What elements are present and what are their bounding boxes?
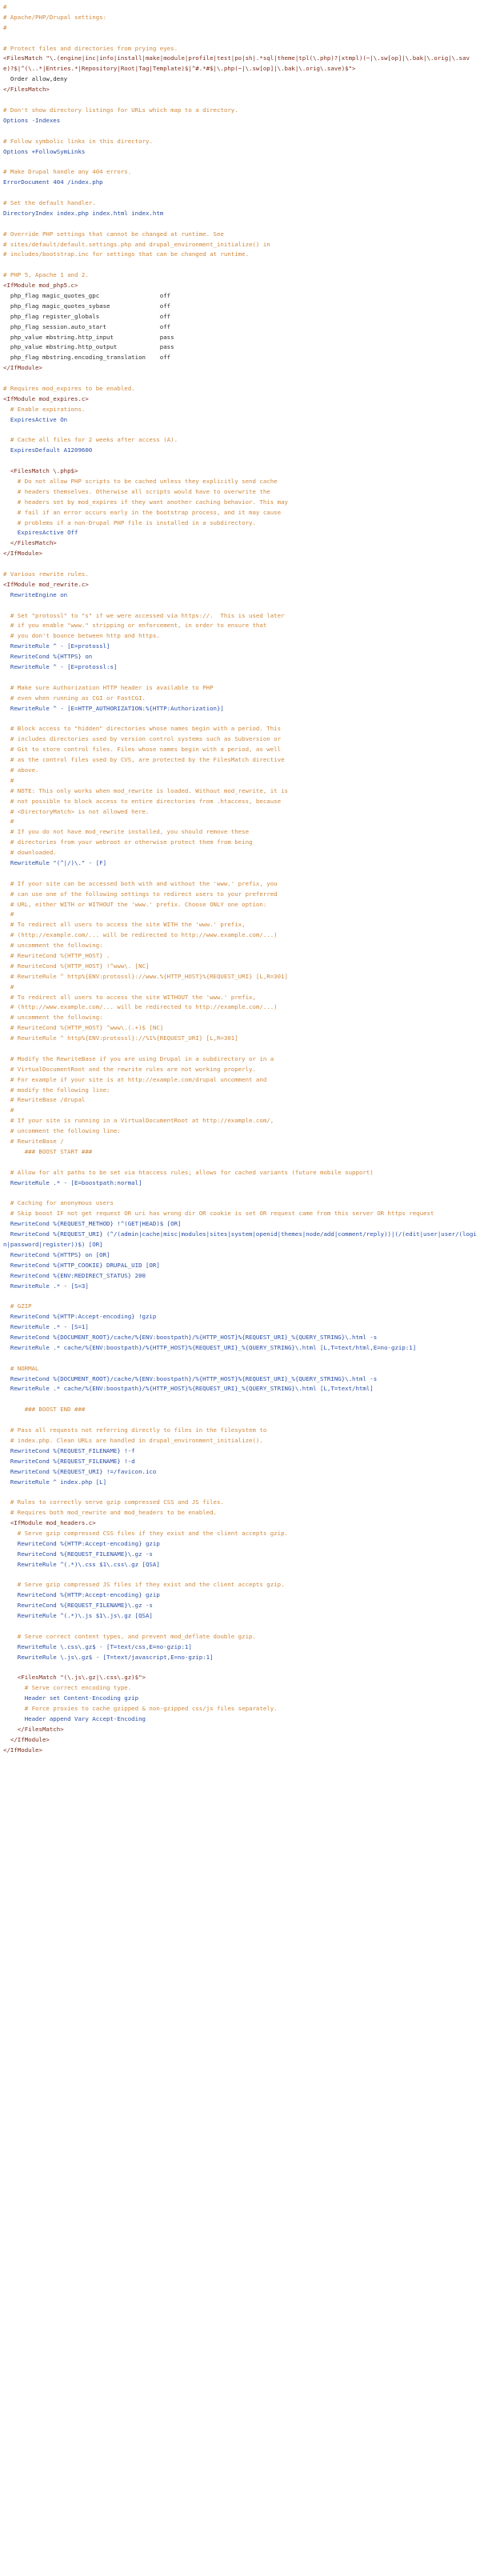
comment-line: # NOTE: This only works when mod_rewrite is loaded. Without mod_rewrite, it is: [3, 786, 288, 794]
comment-line: # Serve gzip compressed JS files if they exist and the client accepts gzip.: [3, 1581, 285, 1589]
comment-line: # Block access to "hidden" directories whose names begin with a period. This: [3, 725, 282, 733]
tag-line: </IfModule>: [3, 550, 42, 558]
directive-line: RewriteCond %{REQUEST_FILENAME} !-f: [3, 1446, 135, 1454]
tag-line: </IfModule>: [3, 1735, 50, 1743]
directive-line: RewriteRule .* - [E=boostpath:normal]: [3, 1178, 142, 1186]
tag-line: <IfModule mod_rewrite.c>: [3, 580, 89, 588]
comment-line: # above.: [3, 766, 39, 774]
comment-line: # Don't show directory listings for URLs which map to a directory.: [3, 106, 238, 114]
directive-line: ExpiresActive Off: [3, 529, 78, 537]
blank-line: [3, 1415, 477, 1426]
comment-line: # Enable expirations.: [3, 405, 86, 413]
directive-line: RewriteCond %{HTTPS} on: [3, 653, 93, 661]
blank-line: [3, 1188, 477, 1198]
comment-line: #: [3, 23, 7, 31]
comment-line: # index.php. Clean URLs are handled in drupal_environment_initialize().: [3, 1436, 263, 1444]
comment-line: ### BOOST START ###: [3, 1147, 93, 1155]
comment-line: # To redirect all users to access the site WITH the 'www.' prefix,: [3, 921, 246, 929]
directive-line: ExpiresDefault A1209600: [3, 446, 93, 454]
directive-line: RewriteEngine on: [3, 590, 68, 598]
comment-line: # Caching for anonymous users: [3, 1199, 114, 1207]
directive-line: RewriteCond %{ENV:REDIRECT_STATUS} 200: [3, 1271, 146, 1279]
blank-line: [3, 1394, 477, 1405]
tag-line: <IfModule mod_expires.c>: [3, 394, 89, 402]
comment-line: # (http://www.example.com/... will be redirected to http://example.com/...): [3, 1003, 278, 1011]
comment-line: # Do not allow PHP scripts to be cached unless they explicitly send cache: [3, 478, 278, 485]
comment-line: # NORMAL: [3, 1364, 39, 1372]
comment-line: # Pass all requests not referring directly to files in the filesystem to: [3, 1426, 267, 1434]
comment-line: # you don't bounce between http and https.: [3, 632, 160, 640]
directive-line: Options +FollowSymLinks: [3, 147, 86, 155]
blank-line: [3, 1291, 477, 1302]
directive-line: ErrorDocument 404 /index.php: [3, 178, 103, 186]
comment-line: # URL, either WITH or WITHOUT the 'www.' prefix. Choose ONLY one option:: [3, 900, 267, 908]
directive-line: RewriteCond %{REQUEST_METHOD} !^(GET|HEAD)$ [OR]: [3, 1220, 182, 1228]
comment-line: # GZIP: [3, 1302, 32, 1310]
comment-line: # downloaded.: [3, 849, 57, 857]
blank-line: [3, 673, 477, 683]
directive-line: RewriteCond %{HTTP:Accept-encoding} gzip: [3, 1591, 160, 1599]
comment-line: # Apache/PHP/Drupal settings:: [3, 13, 107, 21]
blank-line: [3, 1487, 477, 1498]
blank-line: [3, 1354, 477, 1364]
comment-line: # If you do not have mod_rewrite installed, you should remove these: [3, 828, 250, 836]
directive-line: RewriteCond %{HTTP:Accept-encoding} gzip: [3, 1539, 160, 1547]
directive-line: Header append Vary Accept-Encoding: [3, 1715, 146, 1722]
comment-line: # uncomment the following line:: [3, 1127, 121, 1135]
setting-line: php_flag magic_quotes_sybase off: [3, 302, 171, 310]
directive-line: RewriteRule ^(.*)\.js $1\.js\.gz [QSA]: [3, 1612, 153, 1620]
blank-line: [3, 426, 477, 436]
directive-line: RewriteCond %{DOCUMENT_ROOT}/cache/%{ENV:boostpath}/%{HTTP_HOST}%{REQUEST_URI}_%{QUERY_STRING}\.html -s: [3, 1374, 378, 1382]
setting-line: php_value mbstring.http_input pass: [3, 333, 174, 341]
setting-line: php_flag session.auto_start off: [3, 322, 171, 330]
comment-line: # RewriteRule ^ http%{ENV:protossl}://www.%{HTTP_HOST}%{REQUEST_URI} [L,R=301]: [3, 972, 288, 980]
blank-line: [3, 601, 477, 611]
comment-line: # RewriteCond %{HTTP_HOST} ^www\.(.+)$ [NC]: [3, 1024, 164, 1032]
comment-line: # Set the default handler.: [3, 198, 96, 206]
setting-line: php_flag magic_quotes_gpc off: [3, 291, 171, 299]
comment-line: #: [3, 982, 14, 990]
comment-line: # Skip boost IF not get request OR uri has wrong dir OR cookie is set OR request came from this server OR https request: [3, 1210, 434, 1218]
comment-line: #: [3, 776, 14, 784]
comment-line: # Follow symbolic links in this directory.: [3, 137, 153, 145]
comment-line: # For example if your site is at http://example.com/drupal uncomment and: [3, 1075, 267, 1083]
directive-line: RewriteRule .* cache/%{ENV:boostpath}/%{HTTP_HOST}%{REQUEST_URI}_%{QUERY_STRING}\.html [L,T=text/html,E=no-gzip:1]: [3, 1343, 417, 1351]
comment-line: #: [3, 1106, 14, 1114]
comment-line: # If your site can be accessed both with and without the 'www.' prefix, you: [3, 879, 278, 887]
comment-line: # Git to store control files. Files whose names begin with a period, as well: [3, 746, 282, 754]
blank-line: [3, 1570, 477, 1581]
blank-line: [3, 374, 477, 384]
comment-line: # Various rewrite rules.: [3, 570, 89, 578]
comment-line: # Make Drupal handle any 404 errors.: [3, 168, 132, 176]
directive-line: RewriteCond %{HTTP:Accept-encoding} !gzip: [3, 1313, 157, 1321]
comment-line: # (http://example.com/... will be redirected to http://www.example.com/...): [3, 931, 278, 939]
comment-line: # not possible to block access to entire directories from .htaccess, because: [3, 797, 282, 805]
directive-line: RewriteRule .* - [S=3]: [3, 1282, 89, 1290]
comment-line: # modify the following line:: [3, 1086, 110, 1094]
directive-line: RewriteCond %{REQUEST_FILENAME} !-d: [3, 1457, 135, 1465]
directive-line: RewriteRule ^ - [E=protossl:s]: [3, 663, 118, 671]
directive-line: RewriteRule .* cache/%{ENV:boostpath}/%{HTTP_HOST}%{REQUEST_URI}_%{QUERY_STRING}\.html [L,T=text/html]: [3, 1385, 374, 1393]
comment-line: # Allow for alt paths to be set via htaccess rules; allows for cached variants (future mobile support): [3, 1168, 374, 1176]
comment-line: # PHP 5, Apache 1 and 2.: [3, 271, 89, 279]
comment-line: # uncomment the following:: [3, 1014, 103, 1022]
blank-line: [3, 34, 477, 44]
directive-line: RewriteCond %{HTTP_COOKIE} DRUPAL_UID [OR]: [3, 1261, 160, 1269]
directive-line: RewriteCond %{REQUEST_URI} !=/favicon.ico: [3, 1467, 157, 1475]
comment-line: # if you enable "www." stripping or enforcement, in order to ensure that: [3, 622, 267, 630]
blank-line: [3, 559, 477, 570]
tag-line: </IfModule>: [3, 364, 42, 372]
blank-line: [3, 456, 477, 466]
comment-line: # RewriteCond %{HTTP_HOST} !^www\. [NC]: [3, 962, 150, 970]
blank-line: [3, 95, 477, 106]
blank-line: [3, 188, 477, 198]
comment-line: # RewriteCond %{HTTP_HOST} .: [3, 951, 110, 959]
directive-line: RewriteCond %{REQUEST_FILENAME}\.gz -s: [3, 1602, 153, 1610]
blank-line: [3, 1044, 477, 1054]
comment-line: # Force proxies to cache gzipped & non-gzipped css/js files separately.: [3, 1705, 278, 1713]
comment-line: ### BOOST END ###: [3, 1406, 86, 1414]
tag-line: <IfModule mod_php5.c>: [3, 282, 78, 290]
comment-line: # fail if an error occurs early in the bootstrap process, and it may cause: [3, 508, 282, 516]
comment-line: # problems if a non-Drupal PHP file is installed in a subdirectory.: [3, 518, 256, 526]
comment-line: # Serve correct encoding type.: [3, 1684, 132, 1692]
blank-line: [3, 219, 477, 230]
comment-line: # can use one of the following settings to redirect users to your preferred: [3, 890, 278, 898]
comment-line: # Set "protossl" to "s" if we were accessed via https://. This is used later: [3, 611, 285, 619]
blank-line: [3, 1622, 477, 1632]
blank-line: [3, 1158, 477, 1168]
setting-line: php_flag mbstring.encoding_translation off: [3, 354, 171, 362]
comment-line: # uncomment the following:: [3, 942, 103, 950]
comment-line: #: [3, 3, 7, 10]
directive-line: Options -Indexes: [3, 116, 61, 124]
directive-line: DirectoryIndex index.php index.html index.htm: [3, 209, 164, 217]
tag-line: <FilesMatch "\.(engine|inc|info|install|make|module|profile|test|po|sh|.*sql|theme|tpl(\.php)?|xtmpl)(~|\.sw[op]|\.bak|\.orig|\.save)?$|^(\..*|Entries.*|Repository|Root|Tag|Template)$|^#.*#$|\.php(~|\.sw[op]|\.bak|\.orig\.save)$">: [3, 54, 470, 73]
setting-line: php_flag register_globals off: [3, 312, 171, 320]
comment-line: # Override PHP settings that cannot be changed at runtime. See: [3, 230, 224, 238]
comment-line: # headers set by mod_expires if they want another caching behavior. This may: [3, 498, 288, 506]
directive-line: Header set Content-Encoding gzip: [3, 1694, 139, 1702]
comment-line: # RewriteRule ^ http%{ENV:protossl}://%1%{REQUEST_URI} [L,R=301]: [3, 1034, 238, 1042]
comment-line: # RewriteBase /: [3, 1138, 64, 1145]
tag-line: </IfModule>: [3, 1746, 42, 1754]
directive-line: RewriteRule \.js\.gz$ - [T=text/javascript,E=no-gzip:1]: [3, 1653, 214, 1661]
comment-line: # directories from your webroot or otherwise protect them from being: [3, 838, 253, 846]
comment-line: # includes/bootstrap.inc for settings that can be changed at runtime.: [3, 250, 250, 258]
comment-line: # <DirectoryMatch> is not allowed here.: [3, 807, 150, 815]
directive-line: RewriteCond %{HTTPS} on [OR]: [3, 1250, 110, 1258]
directive-line: RewriteRule .* - [S=1]: [3, 1323, 89, 1331]
comment-line: #: [3, 818, 14, 826]
tag-line: </FilesMatch>: [3, 539, 57, 547]
directive-line: RewriteRule ^ - [E=HTTP_AUTHORIZATION:%{HTTP:Authorization}]: [3, 704, 224, 712]
directive-line: RewriteRule ^(.*)\.css $1\.css\.gz [QSA]: [3, 1560, 160, 1568]
blank-line: [3, 714, 477, 724]
blank-line: [3, 126, 477, 137]
comment-line: #: [3, 910, 14, 918]
comment-line: # Serve gzip compressed CSS files if they exist and the client accepts gzip.: [3, 1529, 288, 1537]
comment-line: # RewriteBase /drupal: [3, 1096, 86, 1104]
tag-line: <FilesMatch "(\.js\.gz|\.css\.gz)$">: [3, 1674, 146, 1682]
setting-line: Order allow,deny: [3, 75, 68, 83]
comment-line: # Serve correct content types, and prevent mod_deflate double gzip.: [3, 1632, 256, 1640]
blank-line: [3, 157, 477, 167]
directive-line: RewriteRule \.css\.gz$ - [T=text/css,E=no-gzip:1]: [3, 1642, 192, 1650]
comment-line: # If your site is running in a VirtualDocumentRoot at http://example.com/,: [3, 1117, 274, 1125]
setting-line: php_value mbstring.http_output pass: [3, 343, 174, 351]
comment-line: # Requires both mod_rewrite and mod_headers to be enabled.: [3, 1509, 217, 1517]
comment-line: # headers themselves. Otherwise all scripts would have to overwrite the: [3, 487, 270, 495]
comment-line: # Protect files and directories from prying eyes.: [3, 44, 178, 52]
directive-line: RewriteRule "(^|/)\." - [F]: [3, 858, 107, 866]
comment-line: # VirtualDocumentRoot and the rewrite rules are not working properly.: [3, 1065, 256, 1073]
tag-line: <IfModule mod_headers.c>: [3, 1519, 96, 1527]
comment-line: # even when running as CGI or FastCGI.: [3, 694, 146, 702]
blank-line: [3, 869, 477, 879]
blank-line: [3, 260, 477, 270]
comment-line: # Requires mod_expires to be enabled.: [3, 384, 135, 392]
comment-line: # Make sure Authorization HTTP header is available to PHP: [3, 683, 214, 691]
directive-line: RewriteRule ^ index.php [L]: [3, 1478, 107, 1486]
directive-line: RewriteCond %{REQUEST_URI} (^/(admin|cache|misc|modules|sites|system|openid|themes|node/add|comment/reply))|(/(edit|user|user/(login|password|register))$) [OR]: [3, 1230, 477, 1248]
directive-line: RewriteRule ^ - [E=protossl]: [3, 642, 110, 650]
tag-line: <FilesMatch \.php$>: [3, 467, 78, 475]
comment-line: # includes directories used by version control systems such as Subversion or: [3, 735, 282, 743]
comment-line: # sites/default/default.settings.php and drupal_environment_initialize() in: [3, 240, 270, 248]
code-view: [3, 2, 477, 1756]
comment-line: # as the control files used by CVS, are protected by the FilesMatch directive: [3, 756, 285, 764]
directive-line: RewriteCond %{DOCUMENT_ROOT}/cache/%{ENV:boostpath}/%{HTTP_HOST}%{REQUEST_URI}_%{QUERY_STRING}\.html -s: [3, 1333, 378, 1341]
comment-line: # Cache all files for 2 weeks after access (A).: [3, 436, 178, 444]
comment-line: # To redirect all users to access the site WITHOUT the 'www.' prefix,: [3, 993, 256, 1001]
directive-line: RewriteCond %{REQUEST_FILENAME}\.gz -s: [3, 1550, 153, 1558]
tag-line: </FilesMatch>: [3, 1725, 64, 1733]
comment-line: # Rules to correctly serve gzip compressed CSS and JS files.: [3, 1498, 224, 1506]
tag-line: </FilesMatch>: [3, 86, 50, 94]
comment-line: # Modify the RewriteBase if you are using Drupal in a subdirectory or in a: [3, 1054, 274, 1062]
directive-line: ExpiresActive On: [3, 415, 68, 423]
blank-line: [3, 1663, 477, 1674]
